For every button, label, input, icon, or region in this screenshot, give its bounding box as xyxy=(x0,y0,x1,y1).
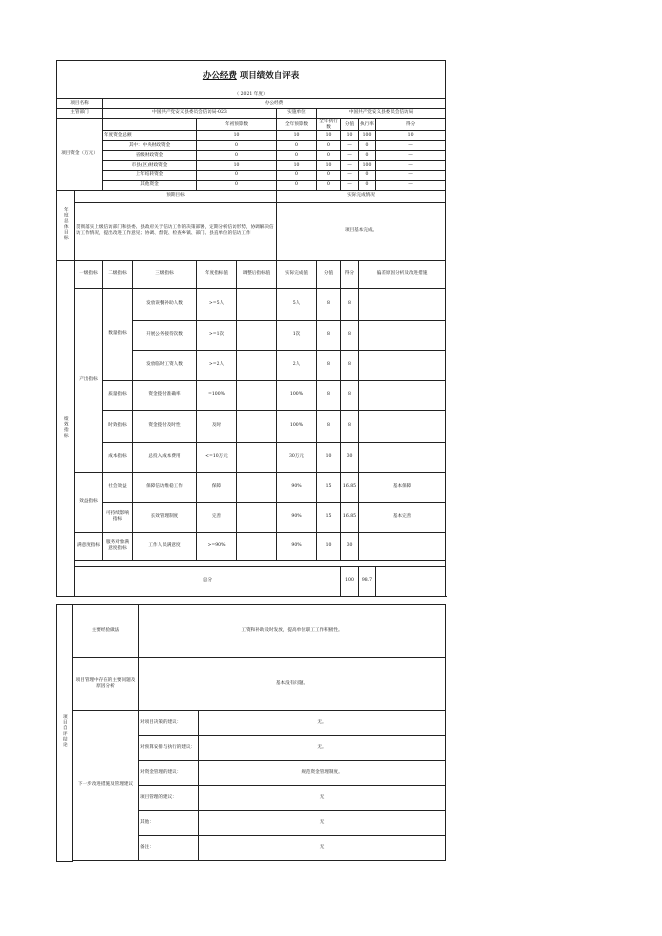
conclusion-label: 项目自评结论 xyxy=(57,604,73,861)
dept-label: 主管部门 xyxy=(57,108,103,118)
ind-score: 10 xyxy=(317,532,341,560)
ind-actual: 2人 xyxy=(277,350,317,380)
ind-actual: 90% xyxy=(277,472,317,502)
ind-reason xyxy=(359,288,446,320)
h-score: 分值 xyxy=(317,260,341,288)
ind-l3: 工作人员满意度 xyxy=(133,532,197,560)
l2-sustain: 可持续影响指标 xyxy=(103,502,133,532)
ind-actual: 90% xyxy=(277,532,317,560)
suggestion-key: 对预算安排与执行的建议： xyxy=(139,735,199,760)
ind-target: <=10万元 xyxy=(197,442,237,472)
ind-actual: 1次 xyxy=(277,320,317,350)
experience-label: 主要经验做法 xyxy=(73,604,139,657)
ind-l3: 发放误餐补助人数 xyxy=(133,288,197,320)
fund-rate: 0 xyxy=(359,141,376,151)
ind-score: 8 xyxy=(317,350,341,380)
sheet-title xyxy=(57,61,446,92)
ind-reason xyxy=(359,320,446,350)
l2-satisfaction: 服务对象满意度指标 xyxy=(103,532,133,560)
project-name-value: 办公经费 xyxy=(103,99,446,109)
annual-goal-label: 年度总体目标 xyxy=(57,190,75,260)
fund-name: 年度资金总额 xyxy=(103,131,197,141)
l2-timeliness: 时效指标 xyxy=(103,410,133,442)
fund-rate: 0 xyxy=(359,170,376,180)
ind-score: 8 xyxy=(317,288,341,320)
ind-target: 及时 xyxy=(197,410,237,442)
fund-score: — xyxy=(341,180,359,190)
title-main: 办公经费 xyxy=(202,70,237,81)
year-line: （ 2021 年度） xyxy=(57,91,446,99)
performance-table xyxy=(56,60,446,597)
l2-social: 社会效益 xyxy=(103,472,133,502)
ind-target: =100% xyxy=(197,380,237,410)
fund-name: 其他资金 xyxy=(103,180,197,190)
ind-target: >=90% xyxy=(197,532,237,560)
fund-exec: 10 xyxy=(317,160,341,170)
ind-target: 保障 xyxy=(197,472,237,502)
fund-annual: 0 xyxy=(197,180,277,190)
fund-score: 10 xyxy=(341,131,359,141)
fund-name: 其中：中央财政资金 xyxy=(103,141,197,151)
actual-done-header: 实际完成情况 xyxy=(277,190,446,202)
ind-l3: 开展公务接待次数 xyxy=(133,320,197,350)
ind-score: 15 xyxy=(317,472,341,502)
annual-budget-header: 年初预算数 xyxy=(197,118,277,130)
ind-score: 8 xyxy=(317,320,341,350)
h-l1: 一级指标 xyxy=(75,260,103,288)
ind-reason xyxy=(359,350,446,380)
fund-full: 0 xyxy=(277,151,317,161)
ind-actual: 100% xyxy=(277,380,317,410)
ind-l3: 长效管理制度 xyxy=(133,502,197,532)
score-header: 分值 xyxy=(341,118,359,130)
problems-text: 基本没有问题。 xyxy=(139,657,446,710)
project-name-label: 项目名称 xyxy=(57,99,103,109)
ind-actual: 5人 xyxy=(277,288,317,320)
ind-reason xyxy=(359,532,446,560)
suggestion-key: 对项目决策的建议： xyxy=(139,710,199,735)
fund-score: — xyxy=(341,141,359,151)
ind-reason: 基本保障 xyxy=(359,472,446,502)
fund-exec: 0 xyxy=(317,141,341,151)
h-l3: 三级指标 xyxy=(133,260,197,288)
ind-actual: 100% xyxy=(277,410,317,442)
ind-points: 16.85 xyxy=(341,502,359,532)
ind-reason: 基本完善 xyxy=(359,502,446,532)
suggestion-value: 无 xyxy=(199,835,446,860)
conclusion-table xyxy=(56,604,446,862)
fund-score: — xyxy=(341,160,359,170)
fund-score: — xyxy=(341,170,359,180)
ind-points: 8 xyxy=(341,350,359,380)
ind-l3: 资金拨付及时性 xyxy=(133,410,197,442)
ind-l3: 资金拨付准确率 xyxy=(133,380,197,410)
full-budget-header: 全年预算数 xyxy=(277,118,317,130)
h-adjust: 调整后指标值 xyxy=(237,260,277,288)
fund-annual: 0 xyxy=(197,170,277,180)
ind-actual: 30万元 xyxy=(277,442,317,472)
ind-reason xyxy=(359,410,446,442)
fund-name: 省级财政资金 xyxy=(103,151,197,161)
suggestion-key: 对资金管理的建议： xyxy=(139,760,199,785)
l2-quality: 质量指标 xyxy=(103,380,133,410)
fund-exec: 0 xyxy=(317,170,341,180)
next-steps-label: 下一步改进措施及管理建议 xyxy=(73,710,139,860)
fund-full: 0 xyxy=(277,170,317,180)
fund-points: — xyxy=(376,170,446,180)
fund-annual: 10 xyxy=(197,160,277,170)
suggestion-value: 无 xyxy=(199,810,446,835)
ind-l3: 总投入成本费用 xyxy=(133,442,197,472)
ind-points: 8 xyxy=(341,288,359,320)
l1-satisfaction: 满意度指标 xyxy=(75,532,103,560)
h-l2: 二级指标 xyxy=(103,260,133,288)
goal-actual-text: 项目基本完成。 xyxy=(277,202,446,260)
fund-full: 0 xyxy=(277,141,317,151)
total-label: 总分 xyxy=(75,566,341,596)
fund-exec: 10 xyxy=(317,131,341,141)
suggestion-value: 无。 xyxy=(199,735,446,760)
perf-indicator-label: 绩效指标 xyxy=(57,260,75,596)
fund-points: — xyxy=(376,151,446,161)
expected-goal-header: 预期目标 xyxy=(75,190,277,202)
fund-rate: 0 xyxy=(359,151,376,161)
suggestion-key: 项目管理的建议： xyxy=(139,785,199,810)
h-reason: 偏差原因分析及改进措施 xyxy=(359,260,446,288)
fund-name: 市县(区)财政资金 xyxy=(103,160,197,170)
ind-score: 15 xyxy=(317,502,341,532)
fund-points: — xyxy=(376,180,446,190)
title-suffix: 项目绩效自评表 xyxy=(236,70,300,81)
impl-unit-value: 中国共产党安义县委员会信访局 xyxy=(317,108,446,118)
l1-output: 产出指标 xyxy=(75,288,103,472)
ind-target: >=1次 xyxy=(197,320,237,350)
fund-full: 0 xyxy=(277,180,317,190)
exec-rate-header: 执行率 xyxy=(359,118,376,130)
fund-name: 上年结转资金 xyxy=(103,170,197,180)
total-points: 98.7 xyxy=(359,566,376,596)
ind-points: 30 xyxy=(341,532,359,560)
h-target: 年度指标值 xyxy=(197,260,237,288)
points-header: 得分 xyxy=(376,118,446,130)
fund-rate: 0 xyxy=(359,180,376,190)
ind-points: 30 xyxy=(341,442,359,472)
suggestion-value: 无。 xyxy=(199,710,446,735)
fund-rate: 100 xyxy=(359,131,376,141)
fund-full: 10 xyxy=(277,160,317,170)
full-exec-header: 全年执行数 xyxy=(317,118,341,130)
ind-score: 10 xyxy=(317,442,341,472)
h-actual: 实际完成值 xyxy=(277,260,317,288)
fund-exec: 0 xyxy=(317,151,341,161)
fund-annual: 0 xyxy=(197,151,277,161)
ind-l3: 保障信访维稳工作 xyxy=(133,472,197,502)
ind-points: 8 xyxy=(341,320,359,350)
suggestion-value: 无 xyxy=(199,785,446,810)
ind-score: 8 xyxy=(317,380,341,410)
ind-actual: 90% xyxy=(277,502,317,532)
ind-target: 完善 xyxy=(197,502,237,532)
goal-expected-text: 贯彻落实上级信访部门和县委、县政府关于信访工作的决策部署，定期分析信访形势，协调解决信访工作情况，提出改进工作意见；协调、督促、检查乡镇、部门、县直单位的信访工作 xyxy=(75,202,277,260)
ind-score: 8 xyxy=(317,410,341,442)
ind-l3: 发放临时工资人数 xyxy=(133,350,197,380)
total-score: 100 xyxy=(341,566,359,596)
fund-full: 10 xyxy=(277,131,317,141)
fund-points: 10 xyxy=(376,131,446,141)
fund-annual: 10 xyxy=(197,131,277,141)
fund-annual: 0 xyxy=(197,141,277,151)
impl-unit-label: 实施单位 xyxy=(277,108,317,118)
ind-reason xyxy=(359,380,446,410)
fund-score: — xyxy=(341,151,359,161)
fund-rate: 100 xyxy=(359,160,376,170)
l1-effect: 效益指标 xyxy=(75,472,103,532)
l2-quantity: 数量指标 xyxy=(103,288,133,380)
experience-text: 工资和补助及时发放，提高单位职工工作积极性。 xyxy=(139,604,446,657)
suggestion-value: 规范资金管理制度。 xyxy=(199,760,446,785)
ind-target: >=5人 xyxy=(197,288,237,320)
ind-points: 8 xyxy=(341,410,359,442)
ind-points: 8 xyxy=(341,380,359,410)
ind-target: >=2人 xyxy=(197,350,237,380)
ind-reason xyxy=(359,442,446,472)
h-points: 得分 xyxy=(341,260,359,288)
suggestion-key: 其他： xyxy=(139,810,199,835)
problems-label: 项目管理中存在的主要问题及原因分析 xyxy=(73,657,139,710)
fund-points: — xyxy=(376,160,446,170)
funds-label: 项目资金（万元） xyxy=(57,118,103,190)
l2-cost: 成本指标 xyxy=(103,442,133,472)
suggestion-key: 备注： xyxy=(139,835,199,860)
ind-points: 16.85 xyxy=(341,472,359,502)
dept-value: 中国共产党安义县委员会信访局-023 xyxy=(103,108,277,118)
fund-exec: 0 xyxy=(317,180,341,190)
fund-points: — xyxy=(376,141,446,151)
self-evaluation-sheet xyxy=(56,60,445,862)
